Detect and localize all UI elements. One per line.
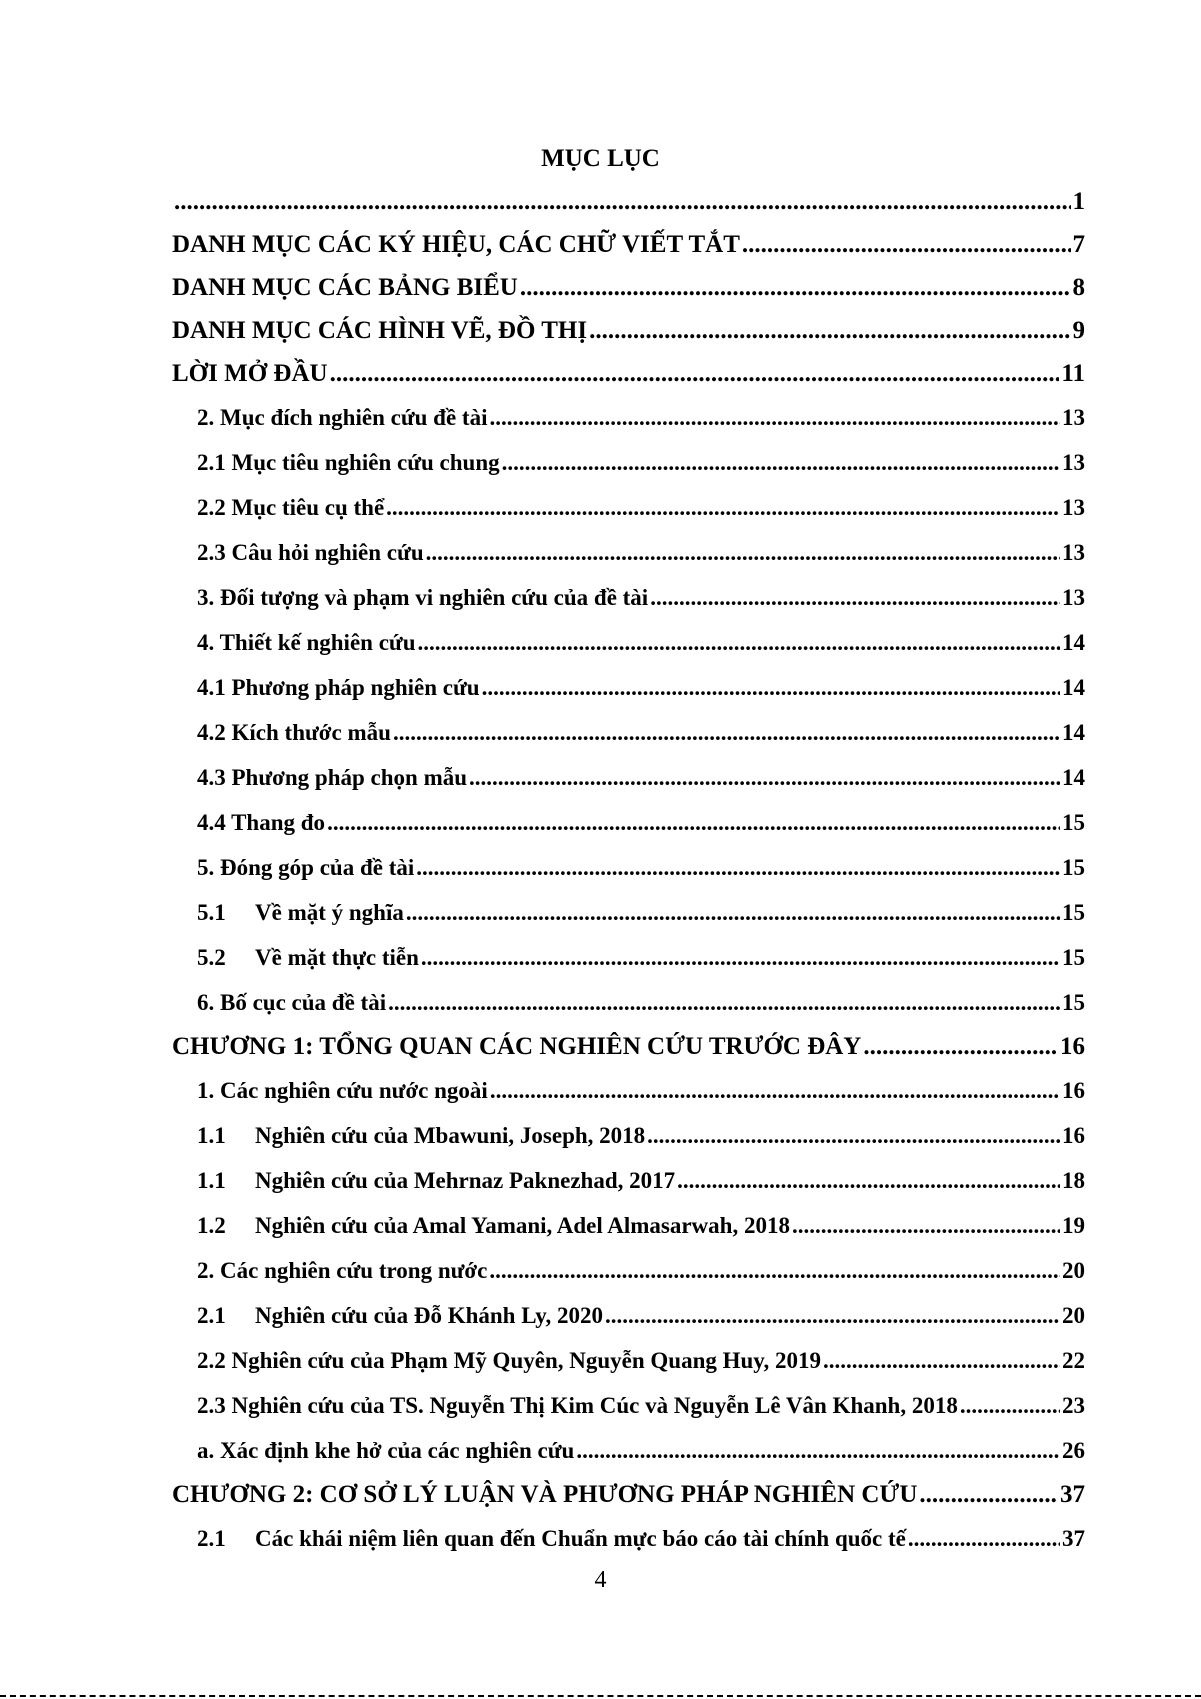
- toc-entry-page: 1: [1072, 188, 1085, 215]
- toc-dot-leader: [919, 1473, 1058, 1516]
- toc-entry-number: 5.2: [197, 945, 226, 970]
- toc-dot-leader: [426, 530, 1060, 575]
- toc-dot-leader: [489, 1248, 1060, 1293]
- toc-entry-label: 4.2 Kích thước mẫu: [197, 720, 391, 745]
- toc-entry[interactable]: [172, 1248, 1085, 1293]
- toc-dot-leader: [469, 755, 1060, 800]
- toc-entry-label: 2.1 Mục tiêu nghiên cứu chung: [197, 450, 500, 475]
- toc-entry[interactable]: [172, 1203, 1085, 1248]
- toc-entry[interactable]: [172, 1025, 1085, 1068]
- toc-entry-number: 2.1: [197, 1303, 226, 1328]
- toc-entry-page: 15: [1062, 855, 1085, 880]
- toc-entry-label: 4.4 Thang đo: [197, 810, 326, 835]
- toc-dot-leader: [386, 485, 1060, 530]
- toc-entry-page: 13: [1062, 450, 1085, 475]
- toc-entry-page: 15: [1062, 990, 1085, 1015]
- toc-entry[interactable]: [172, 1473, 1085, 1516]
- toc-entry[interactable]: [172, 395, 1085, 440]
- toc-entry-label: 2. Các nghiên cứu trong nước: [197, 1258, 488, 1283]
- toc-entry-page: 20: [1062, 1258, 1085, 1283]
- toc-entry[interactable]: [172, 266, 1085, 309]
- toc-dot-leader: [393, 710, 1060, 755]
- toc-entry-label: DANH MỤC CÁC HÌNH VẼ, ĐỒ THỊ: [172, 317, 588, 344]
- toc-entry[interactable]: [172, 980, 1085, 1025]
- toc-dot-leader: [330, 352, 1060, 395]
- toc-entry-label: Về mặt ý nghĩa: [255, 900, 404, 925]
- toc-entry[interactable]: [172, 1293, 1085, 1338]
- toc-entry-page: 13: [1062, 495, 1085, 520]
- toc-entry-page: 16: [1062, 1078, 1085, 1103]
- toc-entry[interactable]: [172, 1428, 1085, 1473]
- toc-dot-leader: [677, 1158, 1060, 1203]
- toc-entry-page: 13: [1062, 405, 1085, 430]
- toc-entry-label: 2.2 Mục tiêu cụ thể: [197, 495, 385, 520]
- toc-entry[interactable]: [172, 352, 1085, 395]
- toc-dot-leader: [605, 1293, 1060, 1338]
- toc-entry-label: 6. Bố cục của đề tài: [197, 990, 387, 1015]
- toc-entry[interactable]: [172, 530, 1085, 575]
- toc-entry[interactable]: [172, 309, 1085, 352]
- toc-entry-heading: [197, 935, 421, 980]
- toc-entry-page: 7: [1072, 231, 1085, 258]
- toc-entry[interactable]: [172, 890, 1085, 935]
- table-of-contents: [172, 180, 1085, 1561]
- toc-entry[interactable]: [172, 710, 1085, 755]
- toc-entry-page: 26: [1062, 1438, 1085, 1463]
- toc-entry-label: CHƯƠNG 2: CƠ SỞ LÝ LUẬN VÀ PHƯƠNG PHÁP NGHIÊN CỨU: [172, 1481, 918, 1508]
- toc-dot-leader: [520, 266, 1071, 309]
- toc-entry-page: 14: [1062, 630, 1085, 655]
- toc-entry-label: CHƯƠNG 1: TỔNG QUAN CÁC NGHIÊN CỨU TRƯỚC ĐÂY: [172, 1033, 862, 1060]
- toc-entry-label: 1. Các nghiên cứu nước ngoài: [197, 1078, 488, 1103]
- toc-entry-label: Nghiên cứu của Đỗ Khánh Ly, 2020: [255, 1303, 604, 1328]
- toc-entry-page: 18: [1062, 1168, 1085, 1193]
- toc-entry[interactable]: [172, 1068, 1085, 1113]
- toc-dot-leader: [406, 890, 1060, 935]
- toc-entry-page: 15: [1062, 945, 1085, 970]
- toc-entry[interactable]: [172, 180, 1085, 223]
- toc-entry-heading: [197, 1158, 677, 1203]
- page-bottom-rule: [0, 1695, 1201, 1697]
- toc-dot-leader: [502, 440, 1060, 485]
- toc-entry-label: 4. Thiết kế nghiên cứu: [197, 630, 416, 655]
- toc-dot-leader: [863, 1025, 1058, 1068]
- toc-entry-page: 22: [1062, 1348, 1085, 1373]
- toc-entry[interactable]: [172, 755, 1085, 800]
- toc-entry-heading: [197, 1203, 792, 1248]
- toc-entry[interactable]: [172, 1158, 1085, 1203]
- toc-entry-label: 2. Mục đích nghiên cứu đề tài: [197, 405, 488, 430]
- toc-entry-label: 3. Đối tượng và phạm vi nghiên cứu của đề tài: [197, 585, 649, 610]
- toc-entry[interactable]: [172, 620, 1085, 665]
- toc-entry[interactable]: [172, 1516, 1085, 1561]
- toc-entry-heading: [197, 890, 406, 935]
- toc-dot-leader: [416, 845, 1060, 890]
- toc-dot-leader: [421, 935, 1060, 980]
- toc-entry-label: Nghiên cứu của Mehrnaz Paknezhad, 2017: [255, 1168, 676, 1193]
- toc-entry-label: LỜI MỞ ĐẦU: [172, 360, 328, 387]
- toc-dot-leader: [482, 665, 1060, 710]
- toc-entry-label: Các khái niệm liên quan đến Chuẩn mực báo cáo tài chính quốc tế: [255, 1526, 906, 1551]
- toc-dot-leader: [960, 1383, 1060, 1428]
- toc-dot-leader: [647, 1113, 1060, 1158]
- toc-dot-leader: [650, 575, 1060, 620]
- toc-dot-leader: [792, 1203, 1060, 1248]
- toc-entry-label: 5. Đóng góp của đề tài: [197, 855, 415, 880]
- toc-dot-leader: [576, 1428, 1060, 1473]
- toc-entry[interactable]: [172, 935, 1085, 980]
- toc-entry-label: 2.2 Nghiên cứu của Phạm Mỹ Quyên, Nguyễn Quang Huy, 2019: [197, 1348, 822, 1373]
- toc-dot-leader: [174, 180, 1071, 223]
- toc-entry-page: 23: [1062, 1393, 1085, 1418]
- toc-entry-page: 16: [1062, 1123, 1085, 1148]
- toc-entry[interactable]: [172, 575, 1085, 620]
- toc-entry-page: 13: [1062, 540, 1085, 565]
- toc-dot-leader: [742, 223, 1071, 266]
- toc-dot-leader: [908, 1516, 1060, 1561]
- toc-dot-leader: [489, 395, 1060, 440]
- toc-dot-leader: [589, 309, 1070, 352]
- toc-entry-label: 4.3 Phương pháp chọn mẫu: [197, 765, 468, 790]
- toc-entry-label: 2.3 Câu hỏi nghiên cứu: [197, 540, 424, 565]
- toc-entry[interactable]: [172, 1113, 1085, 1158]
- toc-entry[interactable]: [172, 440, 1085, 485]
- toc-entry-label: Nghiên cứu của Amal Yamani, Adel Almasarwah, 2018: [255, 1213, 790, 1238]
- toc-entry-number: 1.1: [197, 1123, 226, 1148]
- toc-entry-page: 37: [1060, 1481, 1085, 1508]
- toc-entry-page: 13: [1062, 585, 1085, 610]
- toc-entry-label: 2.3 Nghiên cứu của TS. Nguyễn Thị Kim Cúc và Nguyễn Lê Vân Khanh, 2018: [197, 1393, 958, 1418]
- toc-entry-label: DANH MỤC CÁC KÝ HIỆU, CÁC CHỮ VIẾT TẮT: [172, 231, 740, 258]
- toc-entry-page: 15: [1062, 810, 1085, 835]
- toc-dot-leader: [327, 800, 1060, 845]
- toc-entry-label: Về mặt thực tiễn: [255, 945, 419, 970]
- toc-dot-leader: [490, 1068, 1060, 1113]
- toc-entry-page: 8: [1072, 274, 1085, 301]
- toc-entry-label: 4.1 Phương pháp nghiên cứu: [197, 675, 480, 700]
- toc-dot-leader: [418, 620, 1061, 665]
- toc-entry-page: 16: [1060, 1033, 1085, 1060]
- toc-entry-page: 14: [1062, 675, 1085, 700]
- toc-entry[interactable]: [172, 1338, 1085, 1383]
- toc-entry-page: 14: [1062, 765, 1085, 790]
- toc-entry[interactable]: [172, 665, 1085, 710]
- toc-entry[interactable]: [172, 800, 1085, 845]
- toc-entry-page: 20: [1062, 1303, 1085, 1328]
- toc-entry-heading: [197, 1113, 647, 1158]
- toc-entry-page: 14: [1062, 720, 1085, 745]
- toc-entry-label: a. Xác định khe hở của các nghiên cứu: [197, 1438, 575, 1463]
- toc-entry-number: 2.1: [197, 1526, 226, 1551]
- toc-entry-page: 15: [1062, 900, 1085, 925]
- toc-entry-page: 9: [1072, 317, 1085, 344]
- page-title: MỤC LỤC: [541, 145, 660, 172]
- toc-entry-number: 5.1: [197, 900, 226, 925]
- toc-entry-page: 11: [1061, 360, 1085, 387]
- toc-entry-page: 37: [1062, 1526, 1085, 1551]
- toc-entry[interactable]: [172, 485, 1085, 530]
- toc-entry[interactable]: [172, 223, 1085, 266]
- toc-entry[interactable]: [172, 845, 1085, 890]
- toc-dot-leader: [388, 980, 1060, 1025]
- toc-entry-number: 1.2: [197, 1213, 226, 1238]
- toc-dot-leader: [823, 1338, 1060, 1383]
- page-number: 4: [594, 1567, 607, 1593]
- toc-entry-label: DANH MỤC CÁC BẢNG BIỂU: [172, 274, 518, 301]
- toc-entry-page: 19: [1062, 1213, 1085, 1238]
- toc-entry-heading: [197, 1293, 605, 1338]
- toc-entry-number: 1.1: [197, 1168, 226, 1193]
- toc-entry-label: Nghiên cứu của Mbawuni, Joseph, 2018: [255, 1123, 646, 1148]
- toc-entry-heading: [197, 1516, 908, 1561]
- toc-entry[interactable]: [172, 1383, 1085, 1428]
